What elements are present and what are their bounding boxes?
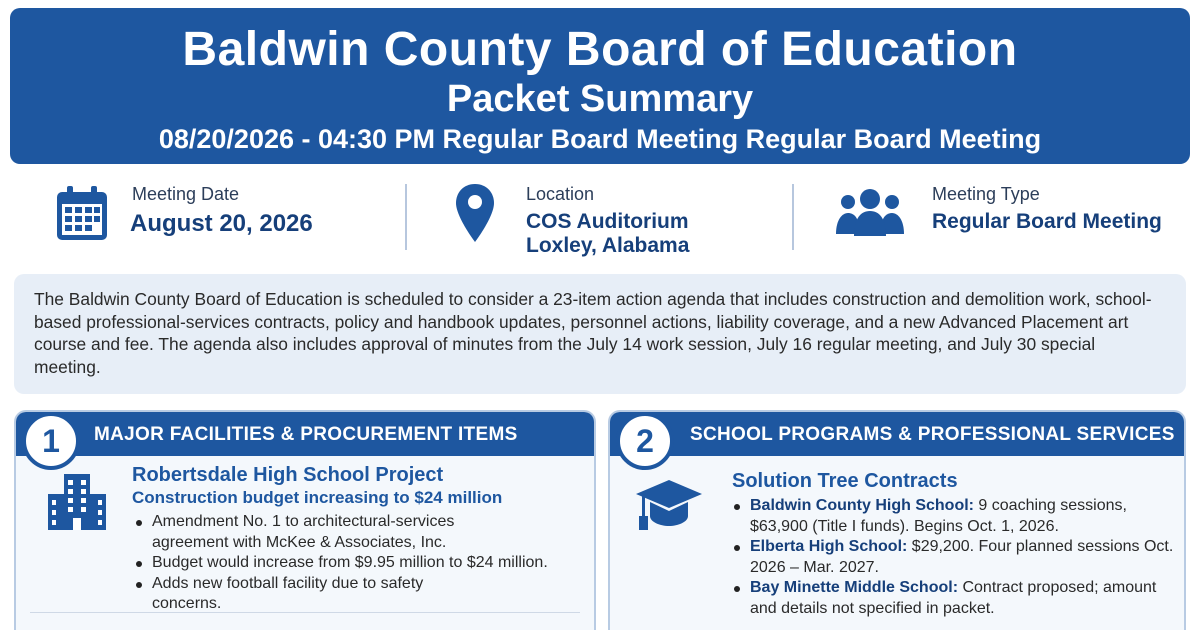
section-number-badge: 1 bbox=[22, 412, 80, 470]
section-title: MAJOR FACILITIES & PROCUREMENT ITEMS bbox=[94, 424, 518, 445]
section-title: SCHOOL PROGRAMS & PROFESSIONAL SERVICES bbox=[690, 424, 1175, 445]
meeting-date-block bbox=[0, 178, 400, 258]
location-label: Location bbox=[526, 184, 595, 204]
list-item bbox=[730, 578, 1180, 619]
section-programs bbox=[608, 410, 1186, 630]
page-title: Baldwin County Board of Education bbox=[182, 23, 1018, 76]
list-item bbox=[730, 537, 1180, 578]
meeting-line: 08/20/2026 - 04:30 PM Regular Board Meeting Regular Board Meeting bbox=[158, 124, 1042, 154]
school-name: Bay Minette Middle School: bbox=[750, 579, 959, 596]
bullet-text: Contract proposed; amount and details not specified in packet. bbox=[750, 579, 1157, 617]
section-header bbox=[610, 412, 1184, 456]
meeting-type-block bbox=[800, 178, 1200, 258]
bullet-text: $29,200. Four planned sessions Oct. 2026 – Mar. 2027. bbox=[750, 538, 1174, 576]
section-number-badge: 2 bbox=[616, 412, 674, 470]
calendar-icon bbox=[55, 184, 109, 242]
meeting-type-label: Meeting Type bbox=[932, 184, 1040, 204]
location-line2: Loxley, Alabama bbox=[526, 234, 690, 257]
meeting-date-value: August 20, 2026 bbox=[130, 210, 313, 237]
item-title: Robertsdale High School Project bbox=[132, 464, 444, 486]
item-subtitle: Construction budget increasing to $24 million bbox=[132, 488, 503, 507]
location-block bbox=[410, 178, 790, 258]
map-pin-icon bbox=[454, 182, 496, 244]
school-name: Baldwin County High School: bbox=[750, 497, 974, 514]
meeting-type-value: Regular Board Meeting bbox=[932, 210, 1162, 233]
divider bbox=[30, 612, 580, 613]
section-facilities bbox=[14, 410, 596, 630]
summary-box: The Baldwin County Board of Education is scheduled to consider a 23-item action agenda that includes construction and demolition work, school-based professional-services contracts, policy and handbook updates, personnel actions, liability coverage, and a new Advanced Placement art course and fee. The agenda also includes approval of minutes from the July 14 work session, July 16 regular meeting, and July 30 special meeting. bbox=[14, 274, 1186, 394]
divider bbox=[792, 184, 794, 250]
list-item bbox=[730, 496, 1180, 537]
section-header bbox=[16, 412, 594, 456]
page-subtitle: Packet Summary bbox=[446, 78, 754, 120]
meeting-info-row bbox=[0, 178, 1200, 258]
divider bbox=[405, 184, 407, 250]
header-banner bbox=[10, 8, 1190, 164]
meeting-date-label: Meeting Date bbox=[132, 184, 240, 204]
list-item: Budget would increase from $9.95 million to $24 million. bbox=[132, 553, 592, 574]
graduation-cap-icon bbox=[634, 478, 704, 532]
bullet-text: 9 coaching sessions, $63,900 (Title I funds). Begins Oct. 1, 2026. bbox=[750, 497, 1127, 535]
list-item: Adds new football facility due to safety concerns. bbox=[132, 574, 482, 615]
building-icon bbox=[46, 470, 108, 532]
list-item: Amendment No. 1 to architectural-services agreement with McKee & Associates, Inc. bbox=[132, 512, 482, 553]
school-name: Elberta High School: bbox=[750, 538, 908, 555]
item-bullet-list bbox=[132, 512, 548, 615]
item-bullet-list bbox=[730, 496, 1180, 619]
item-title: Solution Tree Contracts bbox=[732, 470, 958, 492]
location-line1: COS Auditorium bbox=[526, 210, 689, 233]
group-icon bbox=[834, 188, 906, 238]
